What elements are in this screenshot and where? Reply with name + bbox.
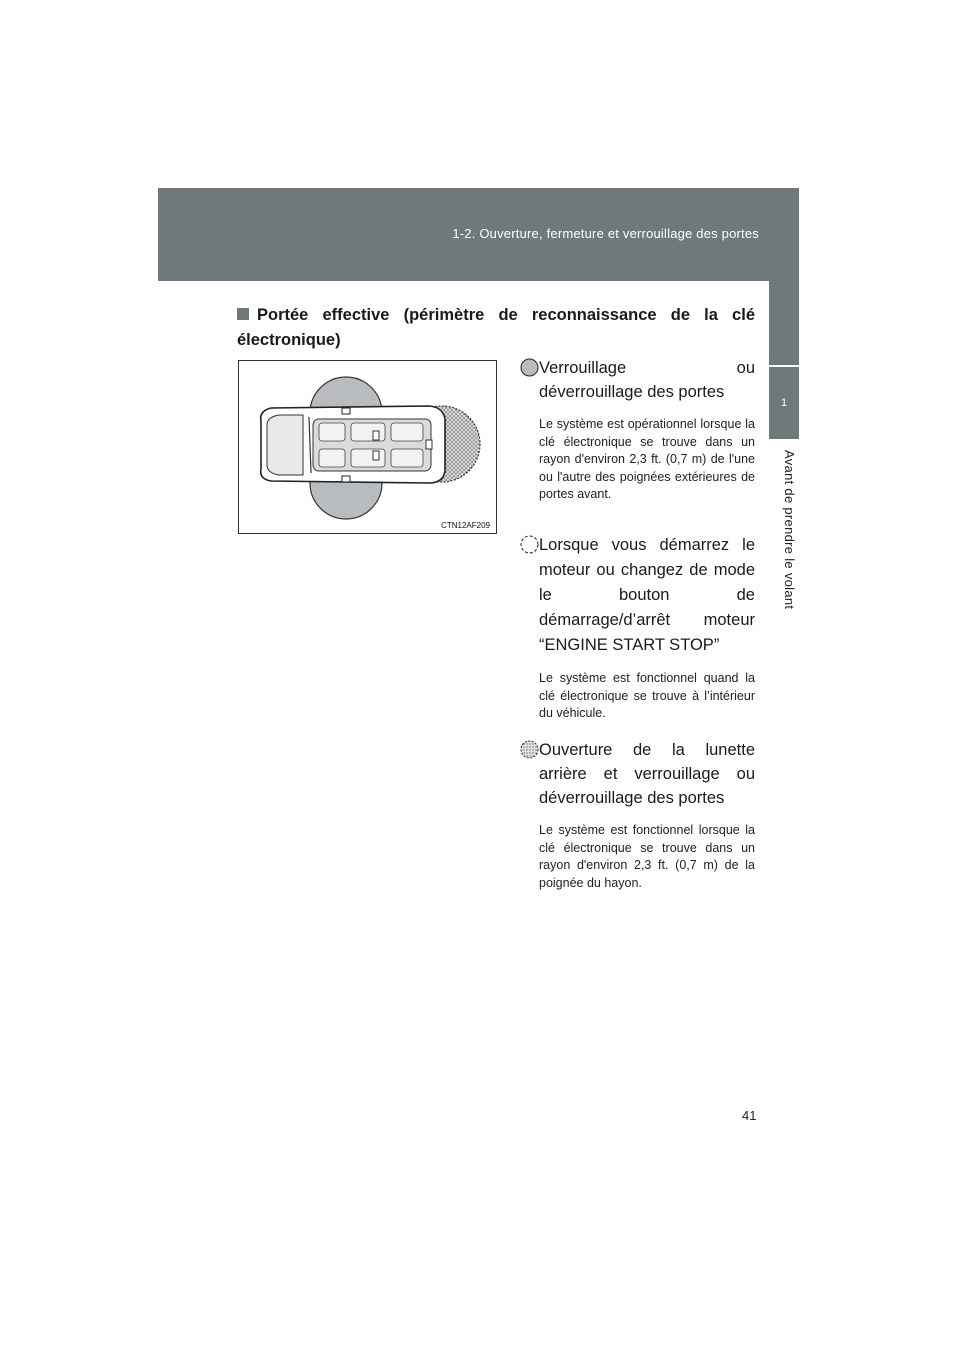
range-item-hatch bbox=[520, 738, 755, 892]
section-heading bbox=[237, 303, 755, 353]
item-body: Le système est fonctionnel quand la clé électronique se trouve à l’intérieur du véhicule. bbox=[539, 671, 755, 720]
figure-code: CTN12AF209 bbox=[441, 521, 490, 530]
item-body: Le système est fonctionnel lorsque la clé électronique se trouve dans un rayon d'environ 2,3 ft. (0,7 m) de la poignée du hayon. bbox=[539, 823, 755, 890]
range-item-start bbox=[520, 533, 755, 723]
section-breadcrumb: 1-2. Ouverture, fermeture et verrouillage des portes bbox=[452, 226, 759, 241]
dotted-circle-icon bbox=[520, 740, 539, 759]
item-heading: Ouverture de la lunette arrière et verrouillage ou déverrouillage des portes bbox=[539, 741, 755, 807]
side-tab bbox=[769, 188, 799, 365]
dashed-circle-icon bbox=[520, 535, 539, 554]
shaded-circle-icon bbox=[520, 358, 539, 377]
range-item-doors bbox=[520, 356, 755, 504]
chapter-title: Avant de prendre le volant bbox=[782, 450, 797, 610]
car-top-view-illustration bbox=[239, 361, 496, 533]
key-range-figure bbox=[238, 360, 497, 534]
item-heading: Lorsque vous démarrez le moteur ou changez de mode le bouton de démarrage/d’arrêt moteur “ENGINE START STOP” bbox=[539, 536, 755, 654]
item-heading: Verrouillage ou déverrouillage des portes bbox=[539, 359, 755, 401]
chapter-header bbox=[158, 188, 799, 281]
square-bullet-icon bbox=[237, 308, 249, 320]
car-body bbox=[261, 406, 445, 483]
item-body: Le système est opérationnel lorsque la clé électronique se trouve dans un rayon d'environ 2,3 ft. (0,7 m) de l'une ou l'autre des poignées extérieures de portes avant. bbox=[539, 417, 755, 501]
section-title-text: Portée effective (périmètre de reconnaissance de la clé électronique) bbox=[237, 306, 755, 349]
page-number: 41 bbox=[742, 1108, 757, 1123]
chapter-number: 1 bbox=[769, 367, 799, 439]
